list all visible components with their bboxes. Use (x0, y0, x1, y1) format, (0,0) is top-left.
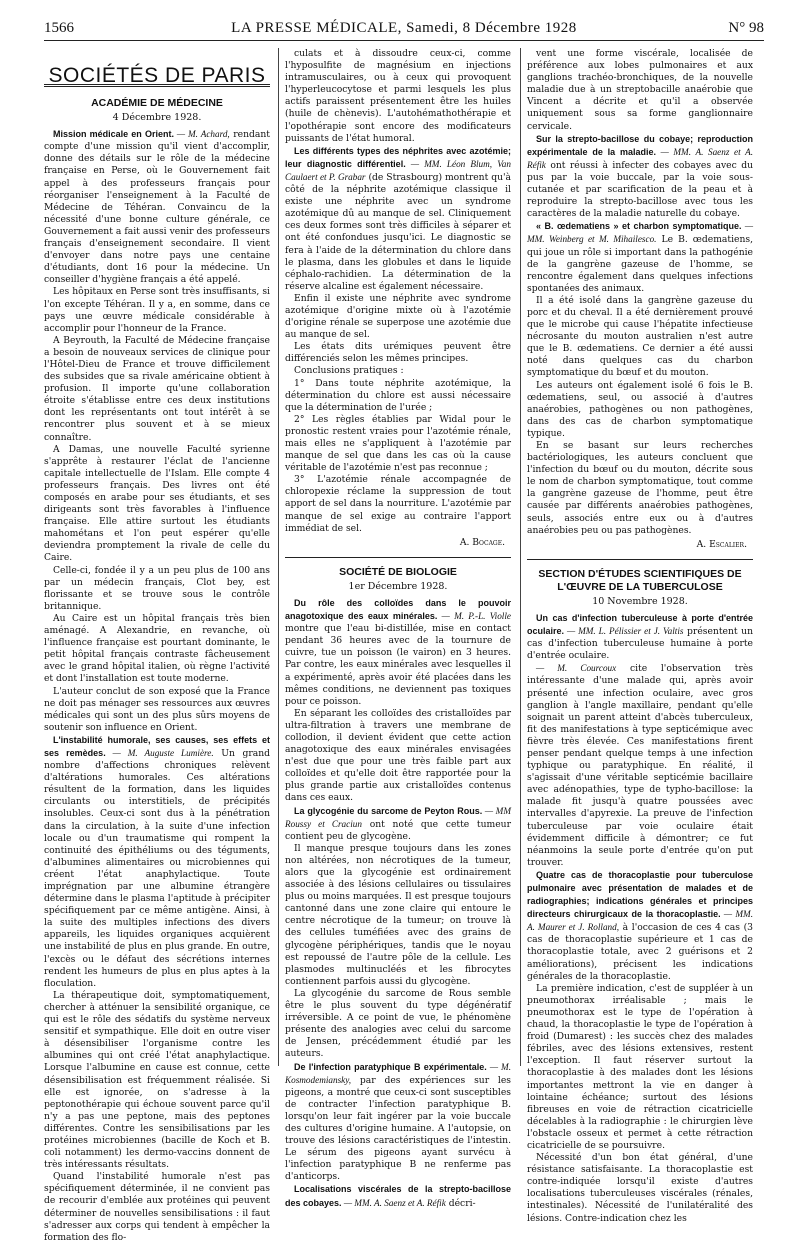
article-paragraph (44, 990, 270, 1171)
signature: A. Bocage. (459, 536, 505, 548)
article-authors: — M. Auguste Lumière. (105, 747, 214, 758)
article-paragraph (44, 613, 270, 686)
article-paragraph (285, 414, 511, 474)
article-heading: La glycogénie du sarcome de Peyton Rous. (294, 805, 483, 816)
article-authors: — M. Kosmodemiansky, (285, 1061, 511, 1085)
article-text: Celle-ci, fondée il y a un peu plus de 100 ans par un médecin français, Clot bey, est florissante et se trouve sous le contrôle britannique. (44, 564, 270, 612)
article-authors: — MM. L. Pélissier et J. Valtis (564, 626, 684, 637)
article-paragraph (527, 48, 753, 133)
article-paragraph (285, 1183, 511, 1209)
article-paragraph (527, 295, 753, 380)
article-paragraph (44, 128, 270, 286)
article-text: à l'occasion de ces 4 cas (3 cas de thoracoplastie supérieure et 1 cas de thoracoplastie totale, avec 2 guérisons et 2 améliorations), précisent les indications générales de la thoracoplastie. (527, 922, 753, 982)
article-text: 1° Dans toute néphrite azotémique, la détermination du chlore est aussi nécessaire que la détermination de l'urée ; (285, 377, 511, 413)
article-paragraph (527, 612, 753, 662)
article-text: montre que l'eau bi-distillée, mise en contact pendant 36 heures avec de la tournure de cuivre, tue un poisson (le vairon) en 3 heures. Par contre, les eaux minérales avec lesquelles il a expérimenté, après avoir été placées dans les mêmes conditions, ne deviennent pas toxiques pour ce poisson. (285, 623, 511, 707)
article-paragraph (285, 365, 511, 377)
article-authors: — M. Courcoux (536, 663, 617, 674)
article-paragraph (285, 597, 511, 708)
article-text: cite l'observation très intéressante d'une malade qui, après avoir présenté une infection oculaire, avec gros ganglion à l'angle maxillaire, pendant qu'elle soignait un parent atteint d'abcès tuberculeux, fit des manifestations à type septicémique avec fièvre très élevée. Ces manifestations firent penser pendant quelque temps à une infection typhique ou paratyphique. En réalité, il s'agissait d'une véritable septicémie bacillaire avec adénopathies, type de typho-bacillose: la malade fit jusqu'à quatre poussées avec intervalles d'apyrexie. La preuve de l'infection tuberculeuse par voie oculaire était évidemment difficile à démontrer; ce fut néanmoins la seule porte d'entrée qu'on put trouver. (527, 663, 753, 868)
article-list (285, 597, 511, 1210)
article-text: 2° Les règles établies par Widal pour le pronostic restent vraies pour l'azotémie rénale, mais elles ne s'appliquent à l'azotémie par manque de sel que dans les cas où la cause véritable de l'azotémie n'est pas reconnue ; (285, 413, 511, 474)
society-title: ACADÉMIE DE MÉDECINE (91, 97, 223, 110)
page-number: 1566 (44, 20, 74, 36)
article-text: Un grand nombre d'affections chroniques relèvent d'altérations humorales. Ces altérations résultent de la formation, dans les liquides circulants ou interstitiels, de précipités insolubles. Ceux-ci sont dus à la pénétration dans la circulation, à la suite d'une infection locale ou d'un traumatisme qui rompent la continuité des épithéliums ou des téguments, d'albumines alimentaires ou microbiennes qui créent l'état anaphylactique. Toute imprégnation par une albumine étrangère détermine dans le plasma l'aptitude à précipiter spécifiquement par ce même antigène. Ainsi, à la suite des multiples infections des divers appareils, les liquides organiques acquièrent une instabilité de plus en plus grande. En outre, l'excès ou le défaut des sécrétions internes rendent les humeurs de plus en plus aptes à la floculation. (44, 747, 270, 989)
session-date: 4 Décembre 1928. (112, 112, 202, 124)
article-text: Quand l'instabilité humorale n'est pas spécifiquement déterminée, il ne convient pas de recourir d'emblée aux protéines qui peuvent déterminer de nouvelles sensibilisations : il faut s'adresser aux corps qui tendent à empêcher la formation des flo- (44, 1171, 270, 1243)
column-separator (520, 48, 521, 1066)
article-paragraph (527, 133, 753, 221)
column-1 (44, 48, 270, 1244)
article-heading: De l'infection paratyphique B expérimentale. (294, 1061, 487, 1072)
article-text: (de Strasbourg) montrent qu'à côté de la néphrite azotémique classique il existe une néphrite avec un syndrome azotémique dû au manque de sel. Cliniquement ces deux formes sont très difficiles à séparer et ont été confondues jusqu'ici. Le diagnostic se fera à l'aide de la détermination du chlore dans le plasma, dans les globules et dans le liquide céphalo-rachidien. La détermination de la réserve alcaline est également nécessaire. (285, 171, 511, 292)
article-authors: — M. P.-L. Violle (437, 611, 511, 622)
article-list (527, 612, 753, 1225)
article-text: La glycogénie du sarcome de Rous semble être le plus souvent du type dégénératif irréversible. A ce point de vue, le phénomène présente des analogies avec celui du sarcome de Jensen, précédemment étudié par les auteurs. (285, 987, 511, 1060)
article-heading: Un cas d'infection tuberculeuse à porte d'entrée oculaire. (527, 612, 753, 637)
article-authors: — MM. Léon Blum, Van Caulaert et P. Grabar (285, 158, 511, 182)
section-rule (527, 559, 753, 560)
article-text: Le B. œdematiens, qui joue un rôle si important dans la pathogénie de la gangrène gazeuse de l'homme, se rencontre également dans quelques infections spontanées des animaux. (527, 234, 754, 294)
article-paragraph (44, 686, 270, 734)
article-paragraph (44, 444, 270, 565)
article-text: L'auteur conclut de son exposé que la France ne doit pas ménager ses ressources aux œuvres médicales qui sont un des plus sûrs moyens de soutenir son influence en Orient. (44, 685, 270, 733)
article-list (285, 48, 511, 535)
article-list (527, 48, 753, 537)
article-paragraph (527, 869, 753, 983)
article-text: par des expériences sur les pigeons, a montré que ceux-ci sont susceptibles de contracter l'infection paratyphique B. lorsqu'on leur fait ingérer par la voie buccale des cultures d'origine humaine. A l'autopsie, on trouve des lésions caractéristiques de l'intestin. Le sérum des pigeons ayant survécu à l'infection paratyphique B ne renferme pas d'anticorps. (285, 1074, 511, 1183)
article-paragraph (44, 734, 270, 990)
article-paragraph (285, 145, 511, 293)
article-heading: Mission médicale en Orient. (53, 129, 174, 140)
article-heading: Localisations viscérales de la strepto-bacillose des cobayes. (285, 1184, 511, 1208)
article-paragraph (527, 220, 753, 295)
session-date: 1er Décembre 1928. (348, 580, 448, 592)
article-text: La première indication, c'est de suppléer à un pneumothorax irréalisable ; mais le pneumothorax est le type de l'opération à chaud, la thoracoplastie le type de l'opération à froid (Dumarest) : les succès chez des malades fébriles, avec des lésions extensives, restent l'exception. Il faut réserver surtout la thoracoplastie à des malades dont les lésions importantes mettront la vie en danger à lointaine échéance; surtout des lésions fibreuses en voie de rétraction cicatricielle décelables à la radiographie : le chirurgien lève l'obstacle osseux et permet à cette rétraction cicatricielle de se poursuivre. (527, 982, 753, 1151)
article-paragraph (527, 1152, 753, 1225)
article-text: Les états dits urémiques peuvent être différenciés selon les mêmes principes. (285, 341, 511, 365)
article-paragraph (527, 440, 753, 537)
article-text: Au Caire est un hôpital français très bien aménagé. A Alexandrie, en revanche, où l'influence française est pourtant dominante, le petit hôpital français contraste fâcheusement avec le grand hôpital italien, où règne l'activité et dont l'installation est toute moderne. (44, 612, 270, 685)
issue-number: N° 98 (728, 20, 764, 36)
article-text: Il manque presque toujours dans les zones non altérées, non nécrotiques de la tumeur, alors que la glycogénie est ordinairement associée à des lésions cellulaires ou tissulaires plus ou moins marquées. Il est presque toujours cantonné dans une zone claire qui entoure le centre nécrotique de la tumeur; on trouve là des cellules tuméfiées avec des grains de glycogène périphériques, tandis que le noyau est repoussé de l'autre pôle de la cellule. Les plasmodes multinucléés et les fibrocytes contiennent parfois aussi du glycogène. (285, 842, 511, 987)
article-heading: Les différents types des néphrites avec azotémie; leur diagnostic différentiel. (285, 145, 511, 169)
article-paragraph (527, 380, 753, 440)
article-text: présentent un cas d'infection tuberculeuse humaine à porte d'entrée oculaire. (527, 626, 753, 662)
article-paragraph (285, 843, 511, 988)
article-text: En se basant sur leurs recherches bactériologiques, les auteurs concluent que l'infection du bœuf ou du mouton, décrite sous le nom de charbon symptomatique, tout comme la gangrène gazeuse de l'homme, peut être causée par différents anaérobies pathogènes, seuls, associés entre eux ou à d'autres anaérobies peu ou pas pathogènes. (527, 440, 753, 536)
article-text: A Damas, une nouvelle Faculté syrienne s'apprête à restaurer l'éclat de l'ancienne capitale intellectuelle de l'Islam. Elle compte 4 professeurs français. Des livres ont été composés en arabe pour ses étudiants, et ses dirigeants sont très favorables à l'influence française. Elle attire surtout les étudiants mahométans et l'on peut espérer qu'elle deviendra promptement la rivale de celle du Caire. (44, 443, 270, 564)
column-2 (285, 48, 511, 1210)
running-header (44, 16, 764, 38)
article-text: Les auteurs ont également isolé 6 fois le B. œdematiens, seul, ou associé à d'autres anaérobies, pathogènes ou non pathogènes, dans des cas de charbon symptomatique typique. (527, 379, 753, 439)
article-paragraph (285, 805, 511, 843)
article-text: Nécessité d'un bon état général, d'une résistance satisfaisante. La thoracoplastie est contre-indiquée lorsqu'il existe d'autres localisations tuberculeuses viscérales (rénales, intestinales). Nécessité de l'unilatéralité des lésions. Contre-indication chez les (527, 1152, 753, 1224)
article-text: rendant compte d'une mission qu'il vient d'accomplir, donne des détails sur le rôle de la médecine française en Perse, où le Gouvernement fait appel à des professeurs français pour réorganiser l'enseignement à la Faculté de Médecine de Téhéran. Convaincu de la nécessité d'une bonne culture générale, ce Gouvernement a fait aussi venir des professeurs français d'enseignement secondaire. Il vient d'envoyer dans notre pays une centaine d'étudiants, dont 16 pour la médecine. Un conseiller d'hygiène français a été appelé. (44, 129, 270, 286)
article-paragraph (285, 341, 511, 365)
article-text: décri- (445, 1197, 476, 1209)
article-text: Il a été isolé dans la gangrène gazeuse du porc et du cheval. Il a été dernièrement prouvé que le microbe qui cause l'hépatite infectieuse nécrosante du mouton australien n'est autre que le B. œdematiens. Ce dernier a été aussi noté dans quelques cas du charbon symptomatique du bœuf et du mouton. (527, 294, 753, 379)
article-paragraph (285, 1061, 511, 1184)
article-paragraph (527, 983, 753, 1152)
article-text: Les hôpitaux en Perse sont très insuffisants, si l'on excepte Téhéran. Il y a, en somme, dans ce pays une œuvre médicale considérable à accomplir pour l'honneur de la France. (44, 286, 270, 334)
article-paragraph (527, 662, 753, 869)
section-title: SOCIÉTÉS DE PARIS (48, 64, 266, 87)
article-authors: — MM. A. Saenz et A. Réfik (341, 1197, 446, 1208)
article-paragraph (285, 708, 511, 805)
article-text: Enfin il existe une néphrite avec syndrome azotémique d'origine mixte où à l'azotémie d'origine rénale se superpose une azotémie due au manque de sel. (285, 292, 511, 341)
article-paragraph (285, 48, 511, 145)
journal-title: LA PRESSE MÉDICALE, Samedi, 8 Décembre 1928 (231, 20, 577, 36)
article-paragraph (285, 474, 511, 534)
header-rule (44, 40, 764, 41)
article-paragraph (44, 335, 270, 444)
article-text: vent une forme viscérale, localisée de préférence aux lobes pulmonaires et aux ganglions trachéo-bronchiques, de la nouvelle maladie due à un streptobacille anaérobie que Vincent a décrite et qu'il a observée uniquement sous sa forme ganglionnaire cervicale. (527, 48, 753, 132)
article-paragraph (285, 293, 511, 341)
section-rule (285, 557, 511, 558)
article-paragraph (44, 1171, 270, 1244)
article-authors: — MM Roussy et Craciun (285, 805, 511, 829)
article-text: ont réussi à infecter des cobayes avec du pus par la voie buccale, par la voie sous-cutanée et par scarification de la peau et à reproduire la strepto-bacillose avec tous les caractères de la maladie naturelle du cobaye. (527, 159, 753, 220)
article-heading: Sur la strepto-bacillose du cobaye; reproduction expérimentale de la maladie. (527, 133, 753, 157)
column-3 (527, 48, 753, 1225)
article-text: 3° L'azotémie rénale accompagnée de chloropexie réclame la suppression de tout apport de sel dans la nourriture. L'azotémie par manque de sel exige au contraire l'apport immédiat de sel. (285, 474, 511, 534)
article-text: A Beyrouth, la Faculté de Médecine française a besoin de nouveaux services de clinique pour l'Hôtel-Dieu de France et trouve difficilement des subsides que sa rivale américaine obtient à profusion. Il importe qu'une collaboration étroite s'établisse entre ces deux institutions dont les représentants ont tout intérêt à se rencontrer plus souvent et à se mieux connaître. (44, 334, 270, 443)
article-heading: Du rôle des colloïdes dans le pouvoir anagotoxique des eaux minérales. (285, 597, 511, 622)
article-paragraph (285, 988, 511, 1061)
article-list (44, 128, 270, 1244)
article-paragraph (44, 286, 270, 334)
session-date: 10 Novembre 1928. (592, 595, 688, 607)
article-authors: — MM. A. Maurer et J. Rolland, (527, 909, 753, 933)
article-authors: — MM. Weinberg et M. Mihailesco. (527, 221, 753, 245)
column-separator (278, 48, 279, 1066)
society-title: SECTION D'ÉTUDES SCIENTIFIQUES DE L'ŒUVRE DE LA TUBERCULOSE (538, 567, 742, 593)
article-authors: — M. Achard, (173, 129, 230, 140)
article-text: culats et à dissoudre ceux-ci, comme l'hyposulfite de magnésium en injections intramusculaires, ou à ceux qui provoquent l'hyperleucocytose et parmi lesquels les plus actifs paraissent présentement être les huiles (huile de chènevis). L'autohémathothérapie et l'opothérapie sont encore des modificateurs puissants de l'état humoral. (285, 48, 511, 144)
article-text: La thérapeutique doit, symptomatiquement, chercher à atténuer la sensibilité organique, ce qui est le rôle des sédatifs du système nerveux sensitif et sympathique. Elle doit en outre viser à désensibiliser l'organisme contre les albumines qui ont créé l'état anaphylactique. Lorsque l'albumine en cause est connue, cette désensibilisation est fréquemment réalisée. Si elle est ignorée, on s'adresse à la peptonothérapie qui échoue souvent parce qu'il n'y a pas une peptone, mais des peptones différentes. Contre les sensibilisations par les protéines microbiennes (bacille de Koch et B. coli notamment) les dermo-vaccins donnent de très intéressants résultats. (44, 989, 270, 1171)
article-authors: — MM. A. Saenz et A. Réfik (527, 146, 754, 170)
article-heading: L'instabilité humorale, ses causes, ses effets et ses remèdes. (44, 734, 270, 758)
article-paragraph (44, 565, 270, 613)
article-heading: Quatre cas de thoracoplastie pour tuberculose pulmonaire avec présentation de malades et de radiographies; indications générales et principes directeurs chirurgicaux de la thoracoplastie. (527, 869, 753, 920)
article-text: ont noté que cette tumeur contient peu de glycogène. (285, 818, 511, 842)
signature: A. Escalier. (696, 538, 747, 550)
society-title: SOCIÉTÉ DE BIOLOGIE (339, 565, 457, 578)
article-paragraph (285, 378, 511, 414)
article-text: Conclusions pratiques : (294, 365, 404, 377)
article-text: En séparant les colloïdes des cristalloïdes par ultra-filtration à travers une membrane de collodion, il devient évident que cette action anagotoxique des eaux minérales envisagées n'est due que pour une très faible part aux colloïdes et qu'elle doit être rapportée pour la plus grande partie aux cristalloïdes contenus dans ces eaux. (285, 707, 511, 804)
article-heading: « B. œdematiens » et charbon symptomatique. (536, 221, 742, 232)
